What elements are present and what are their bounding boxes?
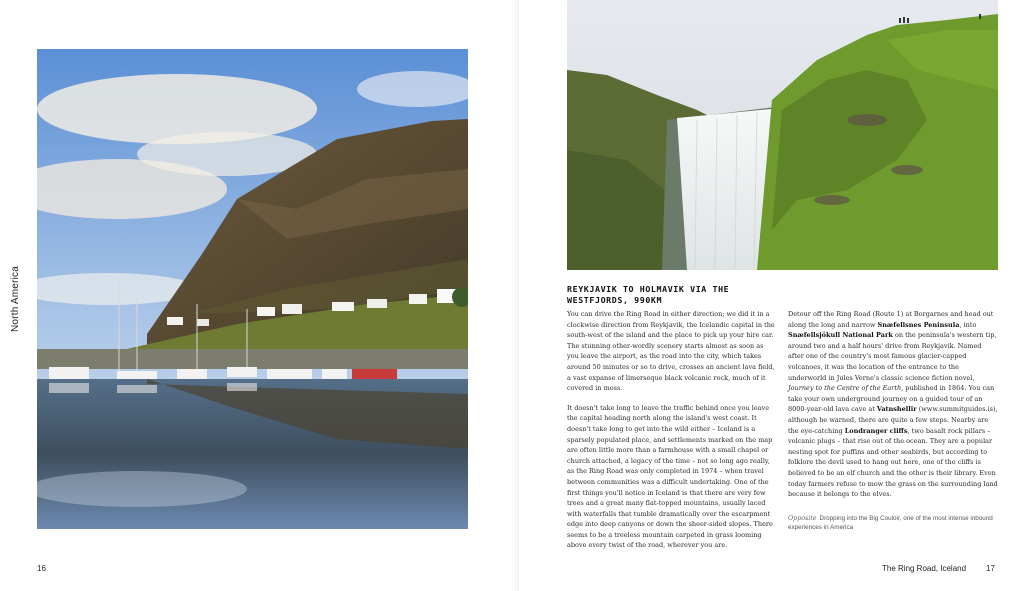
text-run: , two basalt rock pillars – volcanic plugs – that rise out of the ocean. They are a popular nesting spot for puffins and other seabirds, but according to folklore the devil used to hang out here, one of the cliffs is believed to be an elf church and the other is their library. Even today farmers refuse to mow the grass on the surrounding land because it belongs to the elves. <box>788 426 998 499</box>
caption-text: Dropping into the Big Couloir, one of the most intense inbound experiences in America <box>788 515 993 531</box>
text-run: on the peninsula's western tip, around two and a half hours' drive from Reykjavik. Named after one of the country's most famous glacier-capped volcanoes, it was the location of the entrance to the underworld in Jules Verne's classic science fiction novel, <box>788 331 997 382</box>
book-title: Journey to the Centre of the Earth <box>788 384 902 393</box>
text-run: , published in 1864. You can take your own underground journey on a guided tour of an 8000-year-old lava cave at <box>788 384 995 414</box>
book-gutter <box>515 0 519 591</box>
harbor-photo <box>37 49 468 529</box>
right-page-number: 17 <box>986 564 995 573</box>
left-page-number: 16 <box>37 564 46 573</box>
place-name: Snæfellsnes Peninsula <box>877 320 960 329</box>
article-heading: REYKJAVIK TO HOLMAVIK VIA THE WESTFJORDS, 990KM <box>567 284 730 305</box>
running-head: The Ring Road, Iceland <box>882 564 967 573</box>
article-paragraph <box>788 309 998 500</box>
caption-label: Opposite <box>788 515 817 522</box>
article-column-1 <box>567 309 777 560</box>
waterfall-photo-art <box>567 0 998 270</box>
text-run: Detour off the Ring Road (Route 1) at Borgarnes and head out along the long and narrow <box>788 310 994 329</box>
place-name: Londranger cliffs <box>844 426 908 435</box>
text-run: (www.summitguides.is), although be warned, there are quite a few steps. Nearby are the eye-catching <box>788 405 998 435</box>
place-name: Vatnshellir <box>876 405 917 414</box>
text-run: , into <box>959 320 977 329</box>
article-column-2 <box>788 309 998 509</box>
photo-caption <box>788 514 1000 532</box>
place-name: Snæfellsjökull National Park <box>788 331 893 340</box>
section-side-label: North America <box>10 266 21 332</box>
harbor-photo-art <box>37 49 468 529</box>
waterfall-photo <box>567 0 998 270</box>
article-paragraph: You can drive the Ring Road in either direction; we did it in a clockwise direction from Reykjavik, the Icelandic capital in the south-west of the island and the place to pick up your hire car. The stunning other-wordly scenery starts almost as soon as you leave the airport, as the road into the city, which takes around 50 minutes or so to drive, crosses an ancient lava field, a vast expanse of limerseque black volcanic rock, much of it covered in moss. <box>567 310 775 393</box>
article-paragraph: It doesn't take long to leave the traffic behind once you leave the capital heading north along the island's west coast. It doesn't take long to get into the wild either – Iceland is a sparsely populated place, and settlements marked on the map are often little more than a farmhouse with a small chapel or church attached, a legacy of the time – not so long ago really, as the Ring Road was only completed in 1974 – when travel between communities was a difficult undertaking. One of the first things you'll notice in Iceland is that there are very few trees and a great many flat-topped mountains, usually laced with waterfalls that tumble dramatically over the escarpment edge into deep canyons or down the sheer-sided slopes. There seems to be a treeless mountain carpeted in grass looming above every twist of the road, wherever you are. <box>567 403 773 550</box>
